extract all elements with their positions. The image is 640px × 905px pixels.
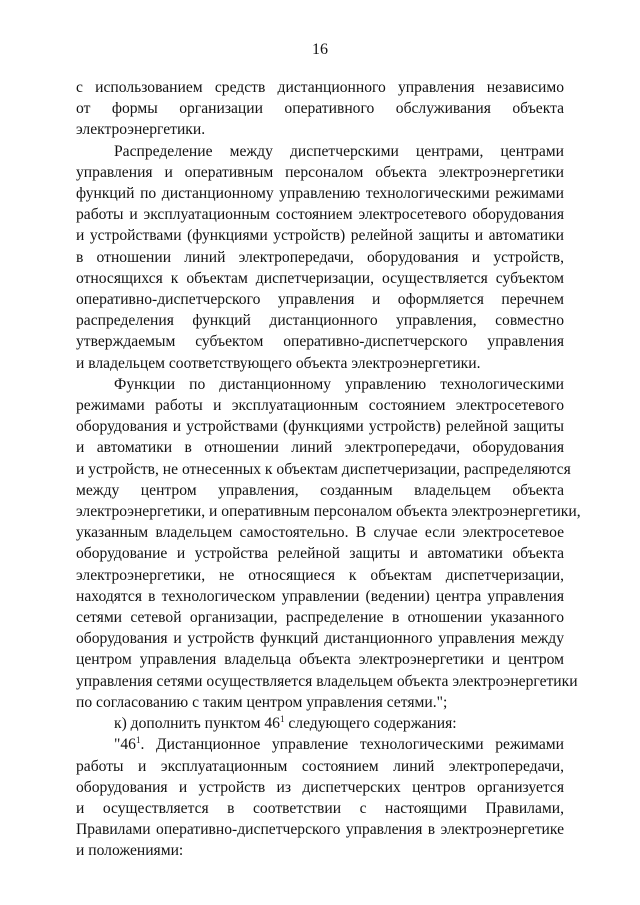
paragraph-distribution xyxy=(76,141,564,374)
text-line: утверждаемым субъектом оперативно-диспетчерского управления xyxy=(76,333,564,351)
text-line: относящихся к объектам диспетчеризации, осуществляется субъектом xyxy=(76,269,564,287)
text-line: и положениями: xyxy=(76,842,184,860)
superscript: 1 xyxy=(135,735,141,746)
text-line: Правилами оперативно-диспетчерского управления в электроэнергетике xyxy=(76,821,564,839)
text-line: и осуществляется в соответствии с настоящими Правилами, xyxy=(76,799,564,817)
text-line: оборудования и устройств функций дистанционного управления между xyxy=(76,630,564,648)
text-line: работы и эксплуатационным состоянием линий электропередачи, xyxy=(76,757,564,775)
text-line: находятся в технологическом управлении (ведении) центра управления xyxy=(76,587,564,605)
paragraph-point-46-1 xyxy=(76,734,564,861)
item-k-text-end: следующего содержания: xyxy=(284,715,457,733)
page-number: 16 xyxy=(312,41,328,58)
text-line: и владельцем соответствующего объекта электроэнергетики. xyxy=(76,354,481,372)
text-line: электроэнергетики, и оперативным персоналом объекта электроэнергетики, xyxy=(76,503,581,521)
text-line: и устройствами (функциями устройств) релейной защиты и автоматики xyxy=(76,227,564,245)
text-line: оборудования и устройств из диспетчерских центров организуется xyxy=(76,778,564,796)
text-line: по согласованию с таким центром управления сетями."; xyxy=(76,693,448,711)
text-line xyxy=(76,734,564,755)
text-line: Распределение между диспетчерскими центрами, центрами xyxy=(114,142,564,160)
text-line xyxy=(76,713,564,734)
text-line: с использованием средств дистанционного управления независимо xyxy=(76,79,564,96)
text-line: Функции по дистанционному управлению технологическими xyxy=(114,375,564,393)
paragraph-item-k xyxy=(76,713,564,734)
text-line: указанным владельцем самостоятельно. В случае если электросетевое xyxy=(76,524,564,542)
text-line: сетями сетевой организации, распределение в отношении указанного xyxy=(76,609,564,627)
text-line: от формы организации оперативного обслуживания объекта xyxy=(76,100,564,118)
point-text: . Дистанционное управление технологическими режимами xyxy=(140,736,564,754)
item-k-text: к) дополнить пунктом 46 xyxy=(114,715,280,733)
text-line: и устройств, не отнесенных к объектам диспетчеризации, распределяются xyxy=(76,460,571,478)
text-line: центром управления владельца объекта электроэнергетики и центром xyxy=(76,651,564,669)
text-line: оборудование и устройства релейной защиты и автоматики объекта xyxy=(76,545,564,563)
text-line: режимами работы и эксплуатационным состоянием электросетевого xyxy=(76,397,564,415)
text-line: между центром управления, созданным владельцем объекта xyxy=(76,481,564,499)
text-line: управления сетями осуществляется владельцем объекта электроэнергетики xyxy=(76,672,578,690)
document-body xyxy=(76,77,581,862)
superscript: 1 xyxy=(279,714,285,725)
text-line: распределения функций дистанционного управления, совместно xyxy=(76,312,564,330)
text-line: электроэнергетики. xyxy=(76,121,206,139)
text-line: в отношении линий электропередачи, оборудования и устройств, xyxy=(76,248,564,266)
text-line: электроэнергетики, не относящиеся к объектам диспетчеризации, xyxy=(76,566,564,584)
text-line: управления и оперативным персоналом объекта электроэнергетики xyxy=(76,163,564,181)
point-number: "46 xyxy=(114,736,136,754)
text-line: и автоматики в отношении линий электропередачи, оборудования xyxy=(76,439,564,457)
text-line: оперативно-диспетчерского управления и оформляется перечнем xyxy=(76,291,564,309)
paragraph-functions xyxy=(76,374,581,713)
text-line: оборудования и устройствами (функциями устройств) релейной защиты xyxy=(76,418,564,436)
text-line: функций по дистанционному управлению технологическими режимами xyxy=(76,185,564,203)
paragraph-continuation xyxy=(76,77,564,141)
text-line: работы и эксплуатационным состоянием электросетевого оборудования xyxy=(76,206,564,224)
